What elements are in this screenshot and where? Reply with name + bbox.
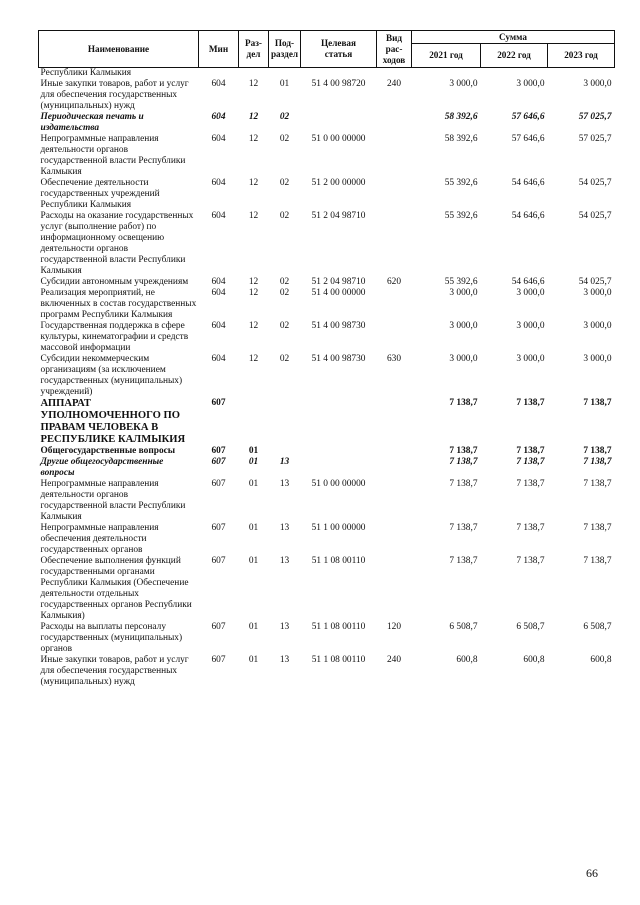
cell-s3: 3 000,0	[583, 354, 612, 364]
table-row	[39, 622, 615, 655]
cell-name: АППАРАТ УПОЛНОМОЧЕННОГО ПО ПРАВАМ ЧЕЛОВЕКА В РЕСПУБЛИКЕ КАЛМЫКИЯ	[40, 398, 186, 445]
header-name: Наименование	[39, 31, 199, 68]
cell-s1: 7 138,7	[449, 446, 478, 456]
cell-cs: 51 2 04 98710	[311, 211, 366, 221]
cell-name: Общегосударственные вопросы	[40, 446, 176, 456]
cell-s1: 7 138,7	[449, 457, 478, 467]
cell-s1: 7 138,7	[449, 523, 478, 533]
cell-pr: 01	[279, 79, 290, 89]
cell-rz	[239, 68, 269, 80]
cell-rz: 01	[248, 523, 259, 533]
table-row	[39, 211, 615, 277]
table-row	[39, 398, 615, 446]
cell-name: Иные закупки товаров, работ и услуг для обеспечения государственных (муниципальных) нужд	[40, 79, 189, 111]
cell-name: Периодическая печать и издательства	[40, 112, 144, 133]
header-target: Целевая статья	[301, 31, 377, 68]
cell-cs	[301, 446, 377, 457]
table-row	[39, 523, 615, 556]
cell-min: 604	[211, 112, 226, 122]
cell-min: 604	[211, 277, 226, 287]
cell-s1: 58 392,6	[444, 112, 478, 122]
cell-cs: 51 0 00 00000	[311, 479, 366, 489]
header-2022: 2022 год	[481, 44, 548, 68]
cell-cs: 51 2 00 00000	[311, 178, 366, 188]
cell-pr: 13	[279, 622, 290, 632]
table-row	[39, 112, 615, 134]
cell-min: 604	[211, 321, 226, 331]
cell-s3: 3 000,0	[583, 79, 612, 89]
cell-min: 607	[211, 457, 226, 467]
cell-rz: 12	[248, 178, 259, 188]
table-row	[39, 354, 615, 398]
cell-s3: 600,8	[590, 655, 612, 665]
cell-min: 607	[211, 622, 226, 632]
table-row	[39, 134, 615, 178]
cell-pr: 02	[279, 277, 290, 287]
budget-table	[38, 30, 615, 688]
table-row	[39, 178, 615, 211]
cell-min: 604	[211, 134, 226, 144]
cell-rz: 12	[248, 112, 259, 122]
cell-pr: 02	[279, 211, 290, 221]
cell-s2: 3 000,0	[516, 288, 545, 298]
cell-pr: 13	[279, 655, 290, 665]
cell-vr	[377, 321, 412, 354]
cell-min: 604	[211, 178, 226, 188]
cell-vr	[377, 68, 412, 80]
cell-vr	[377, 479, 412, 523]
cell-s3: 7 138,7	[583, 398, 612, 408]
cell-name: Другие общегосударственные вопросы	[40, 457, 164, 478]
cell-pr: 02	[279, 354, 290, 364]
cell-name: Иные закупки товаров, работ и услуг для обеспечения государственных (муниципальных) нужд	[40, 655, 189, 687]
cell-name: Обеспечение выполнения функций государственными органами Республики Калмыкия (Обеспечение деятельности отдельных государственных органов Республики Калмыкия)	[40, 556, 192, 621]
cell-cs	[301, 112, 377, 134]
cell-min	[199, 68, 239, 80]
cell-rz: 12	[248, 277, 259, 287]
cell-s1: 3 000,0	[449, 354, 478, 364]
cell-s2: 3 000,0	[516, 321, 545, 331]
cell-s3	[548, 68, 615, 80]
header-2023: 2023 год	[548, 44, 615, 68]
cell-vr	[377, 556, 412, 622]
cell-s2: 7 138,7	[516, 398, 545, 408]
cell-rz: 12	[248, 321, 259, 331]
cell-s2: 57 646,6	[511, 134, 545, 144]
cell-s3: 7 138,7	[583, 457, 612, 467]
cell-name: Республики Калмыкия	[40, 68, 132, 78]
table-body	[39, 68, 615, 689]
cell-vr	[377, 523, 412, 556]
cell-s3: 54 025,7	[578, 178, 612, 188]
cell-pr: 13	[279, 556, 290, 566]
cell-s3: 57 025,7	[578, 112, 612, 122]
cell-vr	[377, 211, 412, 277]
cell-s2: 6 508,7	[516, 622, 545, 632]
cell-vr	[377, 446, 412, 457]
cell-s3: 7 138,7	[583, 446, 612, 456]
cell-s2: 3 000,0	[516, 354, 545, 364]
cell-name: Обеспечение деятельности государственных учреждений Республики Калмыкия	[40, 178, 160, 210]
cell-s1: 3 000,0	[449, 79, 478, 89]
table-row	[39, 321, 615, 354]
cell-pr: 02	[279, 134, 290, 144]
cell-rz: 12	[248, 211, 259, 221]
cell-rz	[239, 398, 269, 446]
cell-s1	[412, 68, 481, 80]
cell-rz: 01	[248, 457, 259, 467]
table-row	[39, 556, 615, 622]
cell-s1: 6 508,7	[449, 622, 478, 632]
header-min: Мин	[199, 31, 239, 68]
cell-name: Расходы на оказание государственных услуг (выполнение работ) по информационному освещению деятельности органов государственной власти Республики Калмыкия	[40, 211, 194, 276]
cell-cs	[301, 398, 377, 446]
header-podrazdel: Под- раздел	[269, 31, 301, 68]
cell-name: Реализация мероприятий, не включенных в состав государственных программ Республики Калмыкия	[40, 288, 197, 320]
cell-min: 604	[211, 288, 226, 298]
table-row	[39, 79, 615, 112]
cell-rz: 01	[248, 479, 259, 489]
cell-pr: 13	[279, 523, 290, 533]
cell-s2: 54 646,6	[511, 178, 545, 188]
cell-s3: 3 000,0	[583, 321, 612, 331]
header-razdel: Раз- дел	[239, 31, 269, 68]
cell-rz: 01	[248, 622, 259, 632]
cell-min: 604	[211, 211, 226, 221]
cell-pr: 02	[279, 321, 290, 331]
cell-vr	[377, 134, 412, 178]
cell-pr	[269, 398, 301, 446]
cell-name: Непрограммные направления обеспечения деятельности государственных органов	[40, 523, 159, 555]
cell-vr: 630	[386, 354, 402, 364]
cell-rz: 12	[248, 79, 259, 89]
cell-cs: 51 0 00 00000	[311, 134, 366, 144]
cell-s1: 55 392,6	[444, 178, 478, 188]
table-row	[39, 479, 615, 523]
cell-rz: 01	[248, 556, 259, 566]
cell-s3: 54 025,7	[578, 211, 612, 221]
cell-s1: 3 000,0	[449, 321, 478, 331]
cell-vr: 240	[386, 655, 402, 665]
table-row	[39, 655, 615, 688]
table-row	[39, 288, 615, 321]
header-vid: Вид рас- ходов	[377, 31, 412, 68]
cell-cs	[301, 68, 377, 80]
cell-pr: 02	[279, 178, 290, 188]
cell-rz: 01	[248, 446, 259, 456]
cell-s2: 54 646,6	[511, 277, 545, 287]
cell-vr: 620	[386, 277, 402, 287]
cell-rz: 12	[248, 134, 259, 144]
cell-min: 607	[211, 556, 226, 566]
cell-s2: 7 138,7	[516, 523, 545, 533]
cell-vr	[377, 288, 412, 321]
cell-s1: 600,8	[456, 655, 478, 665]
cell-pr	[269, 68, 301, 80]
cell-min: 607	[211, 479, 226, 489]
cell-s2: 600,8	[523, 655, 545, 665]
cell-pr: 13	[279, 457, 290, 467]
cell-s3: 3 000,0	[583, 288, 612, 298]
cell-s1: 58 392,6	[444, 134, 478, 144]
cell-s1: 55 392,6	[444, 211, 478, 221]
cell-pr: 13	[279, 479, 290, 489]
cell-cs: 51 1 00 00000	[311, 523, 366, 533]
cell-s2: 7 138,7	[516, 446, 545, 456]
cell-rz: 01	[248, 655, 259, 665]
cell-cs: 51 1 08 00110	[311, 622, 366, 632]
cell-vr	[377, 178, 412, 211]
cell-s1: 7 138,7	[449, 556, 478, 566]
cell-vr: 120	[386, 622, 402, 632]
cell-s1: 55 392,6	[444, 277, 478, 287]
table-row	[39, 68, 615, 80]
cell-s1: 7 138,7	[449, 479, 478, 489]
cell-name: Расходы на выплаты персоналу государственных (муниципальных) органов	[40, 622, 183, 654]
cell-s3: 7 138,7	[583, 479, 612, 489]
cell-s3: 7 138,7	[583, 523, 612, 533]
cell-rz: 12	[248, 288, 259, 298]
cell-s3: 54 025,7	[578, 277, 612, 287]
cell-vr	[377, 457, 412, 479]
cell-pr: 02	[279, 112, 290, 122]
cell-name: Государственная поддержка в сфере культуры, кинематографии и средств массовой информации	[40, 321, 189, 353]
cell-min: 604	[211, 354, 226, 364]
cell-min: 604	[211, 79, 226, 89]
budget-document	[38, 30, 614, 688]
cell-s2: 7 138,7	[516, 479, 545, 489]
page-number: 66	[586, 866, 598, 880]
cell-cs: 51 4 00 98730	[311, 321, 366, 331]
cell-name: Субсидии некоммерческим организациям (за исключением государственных (муниципальных) учреждений)	[40, 354, 183, 397]
cell-vr	[377, 398, 412, 446]
cell-min: 607	[211, 398, 226, 408]
cell-cs: 51 4 00 00000	[311, 288, 366, 298]
cell-vr: 240	[386, 79, 402, 89]
cell-s3: 57 025,7	[578, 134, 612, 144]
cell-s2: 3 000,0	[516, 79, 545, 89]
table-row	[39, 446, 615, 457]
cell-min: 607	[211, 446, 226, 456]
cell-cs: 51 1 08 00110	[311, 655, 366, 665]
cell-s2: 7 138,7	[516, 556, 545, 566]
cell-cs: 51 4 00 98720	[311, 79, 366, 89]
table-header	[39, 31, 615, 68]
cell-cs: 51 2 04 98710	[311, 277, 366, 287]
table-row	[39, 277, 615, 288]
cell-s2: 54 646,6	[511, 211, 545, 221]
cell-s2	[481, 68, 548, 80]
cell-pr	[269, 446, 301, 457]
cell-pr: 02	[279, 288, 290, 298]
cell-s1: 3 000,0	[449, 288, 478, 298]
header-sum: Сумма	[412, 31, 615, 44]
cell-min: 607	[211, 655, 226, 665]
cell-cs: 51 1 08 00110	[311, 556, 366, 566]
cell-cs	[301, 457, 377, 479]
cell-name: Непрограммные направления деятельности органов государственной власти Республики Калмыкия	[40, 134, 186, 177]
cell-s3: 7 138,7	[583, 556, 612, 566]
cell-min: 607	[211, 523, 226, 533]
cell-s1: 7 138,7	[449, 398, 478, 408]
header-2021: 2021 год	[412, 44, 481, 68]
cell-s3: 6 508,7	[583, 622, 612, 632]
table-row	[39, 457, 615, 479]
cell-rz: 12	[248, 354, 259, 364]
cell-vr	[377, 112, 412, 134]
cell-name: Субсидии автономным учреждениям	[40, 277, 189, 287]
cell-s2: 57 646,6	[511, 112, 545, 122]
cell-cs: 51 4 00 98730	[311, 354, 366, 364]
cell-name: Непрограммные направления деятельности органов государственной власти Республики Калмыкия	[40, 479, 186, 522]
cell-s2: 7 138,7	[516, 457, 545, 467]
